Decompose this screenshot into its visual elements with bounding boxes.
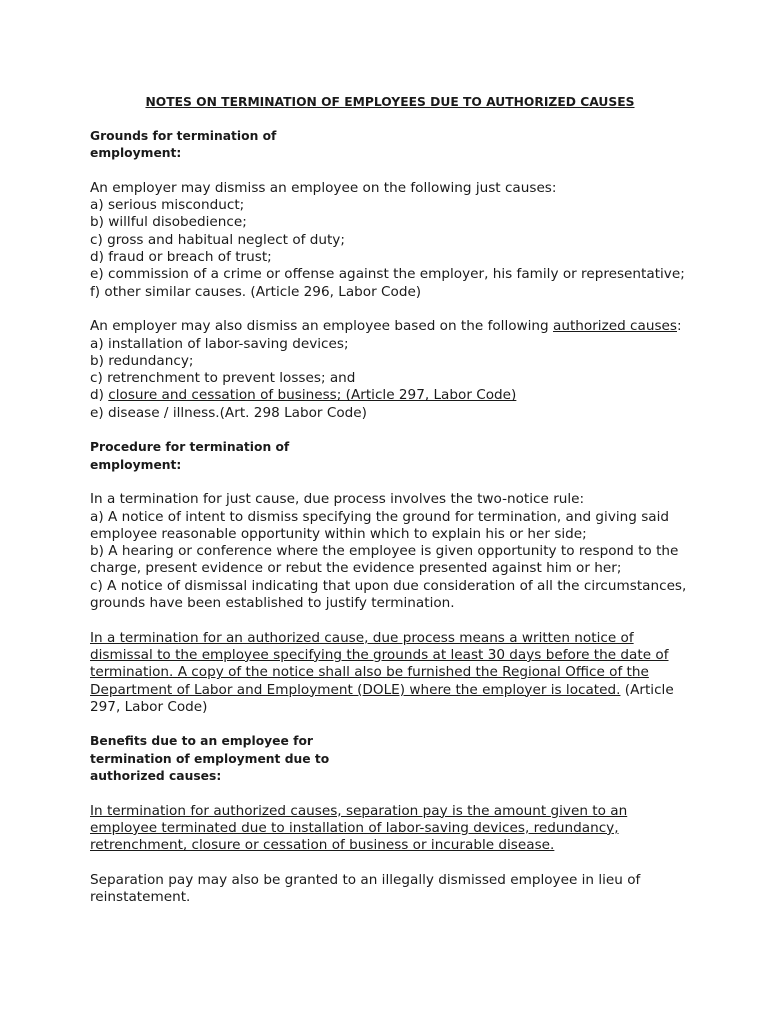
intro-prefix: An employer may also dismiss an employee based on the following [90, 318, 553, 335]
list-item: c) gross and habitual neglect of duty; [90, 231, 345, 248]
authorized-causes-paragraph [90, 318, 690, 422]
document-title: NOTES ON TERMINATION OF EMPLOYEES DUE TO AUTHORIZED CAUSES [145, 95, 635, 109]
paragraph-line: b) A hearing or conference where the employee is given opportunity to respond to the [90, 543, 679, 560]
citation-line: 297, Labor Code) [90, 698, 208, 715]
underlined-line: In a termination for an authorized cause, due process means a written notice of [90, 629, 634, 646]
paragraph-line [90, 682, 690, 699]
heading-line: authorized causes: [90, 768, 222, 783]
authorized-cause-procedure-paragraph [90, 630, 690, 716]
document-body [90, 94, 690, 906]
section-heading-benefits [90, 733, 330, 785]
list-item: a) serious misconduct; [90, 197, 245, 214]
list-item: e) disease / illness.(Art. 298 Labor Code) [90, 404, 367, 421]
underlined-line: dismissal to the employee specifying the grounds at least 30 days before the date of [90, 646, 669, 663]
heading-line: Benefits due to an employee for [90, 734, 313, 749]
list-marker: d) [90, 387, 109, 404]
just-cause-procedure-paragraph [90, 491, 690, 612]
just-causes-paragraph [90, 180, 690, 301]
paragraph-line: In a termination for just cause, due process involves the two-notice rule: [90, 491, 585, 508]
authorized-causes-underlined: authorized causes [553, 318, 677, 335]
heading-line: Procedure for termination of [90, 440, 290, 455]
underlined-line: retrenchment, closure or cessation of business or incurable disease. [90, 837, 555, 854]
section-heading-grounds [90, 128, 300, 163]
paragraph-line: grounds have been established to justify termination. [90, 595, 455, 612]
paragraph-line: reinstatement. [90, 889, 191, 906]
heading-line: termination of employment due to [90, 751, 330, 766]
list-item: f) other similar causes. (Article 296, Labor Code) [90, 283, 422, 300]
underlined-line: employee terminated due to installation of labor-saving devices, redundancy, [90, 819, 619, 836]
underlined-text: closure and cessation of business; (Article 297, Labor Code) [108, 387, 517, 404]
intro-suffix: : [676, 318, 682, 335]
heading-line: Grounds for termination of [90, 129, 277, 143]
list-item: b) willful disobedience; [90, 214, 247, 231]
list-item: e) commission of a crime or offense against the employer, his family or representative; [90, 266, 685, 283]
list-item: a) installation of labor-saving devices; [90, 335, 349, 352]
illegal-dismissal-paragraph [90, 872, 690, 907]
paragraph-line: Separation pay may also be granted to an illegally dismissed employee in lieu of [90, 871, 641, 888]
heading-line: employment: [90, 457, 182, 472]
heading-line: employment: [90, 146, 182, 161]
list-item [90, 387, 690, 404]
section-heading-procedure [90, 439, 300, 474]
underlined-text: Department of Labor and Employment (DOLE) where the employer is located. [90, 681, 621, 698]
separation-pay-paragraph [90, 803, 690, 855]
underlined-line: termination. A copy of the notice shall also be furnished the Regional Office of the [90, 664, 649, 681]
list-item: c) retrenchment to prevent losses; and [90, 370, 356, 387]
authorized-causes-intro [90, 318, 690, 335]
citation-text: (Article [620, 681, 674, 698]
just-causes-intro: An employer may dismiss an employee on the following just causes: [90, 179, 557, 196]
paragraph-line: c) A notice of dismissal indicating that upon due consideration of all the circumstances, [90, 577, 687, 594]
list-item: b) redundancy; [90, 352, 194, 369]
paragraph-line: employee reasonable opportunity within which to explain his or her side; [90, 525, 587, 542]
list-item: d) fraud or breach of trust; [90, 249, 272, 266]
paragraph-line: a) A notice of intent to dismiss specifying the ground for termination, and giving said [90, 508, 670, 525]
paragraph-line: charge, present evidence or rebut the evidence presented against him or her; [90, 560, 622, 577]
underlined-line: In termination for authorized causes, separation pay is the amount given to an [90, 802, 628, 819]
